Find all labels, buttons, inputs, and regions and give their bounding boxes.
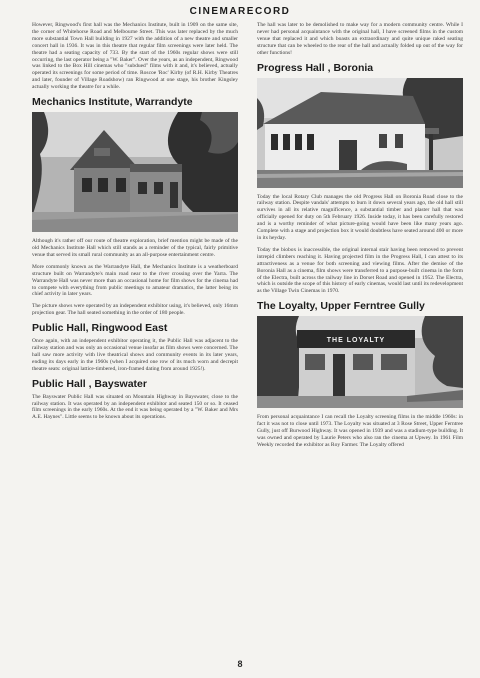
bayswater-paragraph: The Bayswater Public Hall was situated on Mountain Highway in Bayswater, close to the railway station. It was operated by an independent exhibitor and seated 150 or so. It ceased film screenings in the early 1960s. At the end it was being operated by a "W. Baker and Mrs A.E. Haynes". Little seems to be known about its operations. — [32, 393, 238, 421]
ringwood-intro-paragraph: However, Ringwood's first hall was the Mechanics Institute, built in 1909 on the same site, the corner of Whitehorse Road and Melbourne Street. This was later replaced by the much more substantial Town Hall building in 1927 with the addition of a new theatre and smaller concert hall in 1936. It was in this theatre that regular film screenings were later held. The theatre had a seating capacity of 733. By the start of the 1960s regular shows were still occurring, the last operator being a "W. Baker". Over the years, as an independent, Ringwood was linked to the Box Hill cinemas who "subdued" films with it and, it's believed, actually operated its screenings for some period of time. Roscoe 'Roc' Kirby (of R.H. Kirby Theatres and later, founder of Village Roadshow) ran Ringwood at one stage, his brother Kingsley actually working the theatre for a while. — [32, 22, 238, 91]
warrandyte-hall-image — [32, 112, 238, 232]
magazine-masthead: CINEMARECORD — [189, 6, 291, 17]
loyalty-cinema-image — [257, 316, 463, 408]
mechanics-paragraph-3: The picture shows were operated by an independent exhibitor using, it's believed, only 16mm projection gear. The hall seated something in the order of 180 people. — [32, 303, 238, 317]
demolition-paragraph: The hall was later to be demolished to make way for a modern community centre. While I never had personal acquaintance with the original hall, I have screened films in the custom venue that replaced it and which boasts an extraordinary and quite unique raked seating structure that can be wheeled to the rear of the hall and actually folded up out of the way for other functions! — [257, 22, 463, 56]
ringwood-east-paragraph: Once again, with an independent exhibitor operating it, the Public Hall was adjacent to the railway station and was only an occasional venue insofar as film shows were concerned. The hall saw more activity with live theatrical shows and community events in its later years, ending its days early in the 1960s (when I acquired one row of its much worn and decrepit theatre seats: original lattice-timbered, iron-framed dating from around 1925!). — [32, 338, 238, 372]
loyalty-sign: THE LOYALTY — [326, 337, 386, 345]
progress-hall-heading: Progress Hall , Boronia — [257, 61, 374, 74]
bayswater-heading: Public Hall , Bayswater — [32, 377, 147, 390]
ringwood-east-heading: Public Hall, Ringwood East — [32, 322, 168, 335]
mechanics-paragraph-1: Although it's rather off our route of theatre exploration, brief mention might be made of the old Mechanics Institute Hall which still stands as a reminder of the typical, fairly primitive venue that served its small rural community as an all-purpose entertainment centre. — [32, 238, 238, 258]
loyalty-heading: The Loyalty, Upper Ferntree Gully — [257, 300, 425, 313]
boronia-hall-image — [257, 78, 463, 188]
loyalty-photo — [257, 316, 463, 408]
progress-paragraph-2: Today the biobox is inaccessible, the original internal stair having been removed to prevent intrepid climbers reaching it. Having projected film in the Progress Hall, I can attest to its attractiveness as a venue for both screening and viewing films. After the demise of the Boronia Hall as a cinema, film shows were transferred to a purpose-built cinema in the form of the Electra, built across the railway line in Dorset Road and opened in 1952. The Electra, which is outside the scope of this history of early cinemas, would last until its redevelopment as the Village Twin Cinemas in 1970. — [257, 246, 463, 295]
left-column — [32, 22, 238, 426]
right-column — [257, 22, 463, 454]
mechanics-paragraph-2: More commonly known as the Warrandyte Hall, the Mechanics Institute is a weatherboard structure built on Warrandyte's main road near to the river crossing over the Yarra. The Warrandyte Hall was never more than an occasional home for film shows for the cinema had to compete with everything from public meetings to amateur dramatics, the latter being its chief activity in later years. — [32, 263, 238, 298]
mechanics-institute-photo — [32, 112, 238, 232]
page-number: 8 — [237, 659, 243, 669]
loyalty-paragraph: From personal acquaintance I can recall the Loyalty screening films in the middle 1960s: in fact it was not to close until 1973. The Loyalty was situated at 3 Rose Street, Upper Ferntree Gully, just off Burwood Highway. It was opened in 1939 and was a stadium-type building. It was owned and operated by Laurie Peters who also ran the cinema at Upwey. In 1961 Film Weekly recorded the exhibitor as Roy Farmer. The Loyalty offered — [257, 414, 463, 448]
progress-paragraph-1: Today the local Rotary Club manages the old Progress Hall on Boronia Road close to the railway station. Despite vandals' attempts to burn it down several years ago, the old hall still survives in all its relative magnificence, a substantial timber and plaster hall that was officially opened for duty on 5th February 1926. Inside today, it has been carefully restored and is a worthy reminder of what picture-going would have been like many years ago. Complete with a stage and projection box it would doubtless have seated around 400 or more in its heyday. — [257, 193, 463, 241]
mechanics-institute-heading: Mechanics Institute, Warrandyte — [32, 96, 193, 109]
progress-hall-photo — [257, 78, 463, 188]
